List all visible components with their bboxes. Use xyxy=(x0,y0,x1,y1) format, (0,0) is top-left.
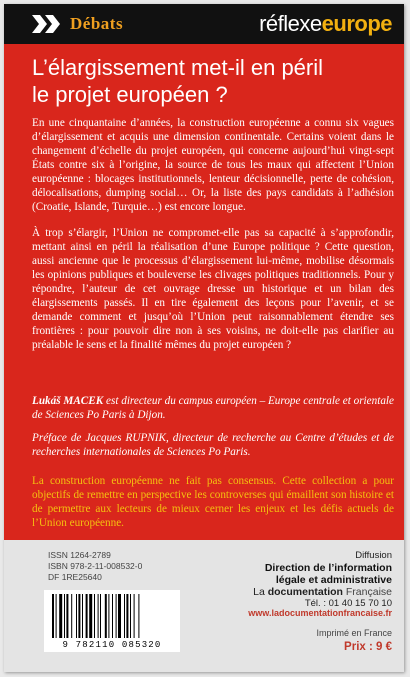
logo-part-reflexe: réflexe xyxy=(259,11,322,36)
price-label: Prix : 9 € xyxy=(344,641,392,653)
identification-codes xyxy=(48,550,142,583)
preface-note: Préface de Jacques RUPNIK, directeur de recherche au Centre d’études et de recherches internationales de Sciences Po Paris. xyxy=(32,432,394,458)
summary-paragraph-1: En une cinquantaine d’années, la construction européenne a connu six vagues d’élargissement et acquis une dimension continentale. Certains voient dans le changement d’échelle du projet européen, qui concerne aujourd’hui vingt-sept États contre six à l’origine, la source de tous les maux qui affectent l’Union européenne : blocages institutionnels, lenteur décisionnelle, perte de cohésion, délocalisations, dumping social… Or, la liste des pays candidats à l’adhésion (Croatie, Islande, Turquie…) est encore longue. xyxy=(32,117,394,213)
publisher-line-1: Direction de l’information xyxy=(264,562,392,574)
book-title xyxy=(32,54,392,108)
issn-code: ISSN 1264-2789 xyxy=(48,550,111,560)
collection-logo xyxy=(259,11,392,37)
series-name: Débats xyxy=(70,14,124,33)
author-bio xyxy=(32,394,394,422)
publisher-info xyxy=(192,550,392,610)
title-line-1: L’élargissement met-il en péril xyxy=(32,55,324,80)
summary-paragraph-2: À trop s’élargir, l’Union ne compromet-elle pas sa capacité à s’approfondir, mettant ainsi en péril la réalisation d’une Europe politique ? Cette question, aussi ancienne que le processus d’élargissement lui-même, mobilise désormais les opinions publiques et bouleverse les clivages politiques traditionnels. Pour y répondre, l’auteur de cet ouvrage dresse un historique et un bilan des élargissements passés. Il en tire également des leçons pour l’avenir, et se demande comment et jusqu’où l’Union peut raisonnablement étendre ses frontières : pour pouvoir dire non à ses voisins, ne doit-elle pas clarifier au préalable le sens et la finalité mêmes du projet européen ? xyxy=(32,227,394,351)
back-cover xyxy=(4,4,404,672)
barcode-bars-icon xyxy=(52,594,172,638)
publisher-website-link[interactable]: www.ladocumentationfrancaise.fr xyxy=(248,608,392,618)
publisher-panel xyxy=(4,540,404,672)
barcode xyxy=(44,590,180,652)
publisher-line-2: légale et administrative xyxy=(275,574,392,586)
publisher-logo-text: La documentation Française xyxy=(253,586,392,598)
collection-description: La construction européenne ne fait pas consensus. Cette collection a pour objectifs de remettre en perspective les controverses qui émaillent son histoire et de permettre aux lecteurs de mieux cerner les enjeux et les défis actuels de l’Union européenne. xyxy=(32,475,394,529)
publisher-phone: Tél. : 01 40 15 70 10 xyxy=(304,598,392,609)
diffusion-label: Diffusion xyxy=(355,550,392,561)
double-chevron-icon xyxy=(32,15,62,33)
series-header-bar xyxy=(4,4,404,44)
printed-in-label: Imprimé en France xyxy=(316,628,392,638)
title-line-2: le projet européen ? xyxy=(32,82,228,107)
logo-part-europe: europe xyxy=(321,11,392,36)
author-description: est directeur du campus européen – Europe centrale et orientale de Sciences Po Paris à Dijon. xyxy=(32,395,395,421)
df-code: DF 1RE25640 xyxy=(48,572,102,582)
isbn-code: ISBN 978-2-11-008532-0 xyxy=(48,561,143,571)
barcode-number: 9 782110 085320 xyxy=(62,640,162,650)
author-name: Lukáš MACEK xyxy=(32,395,104,407)
